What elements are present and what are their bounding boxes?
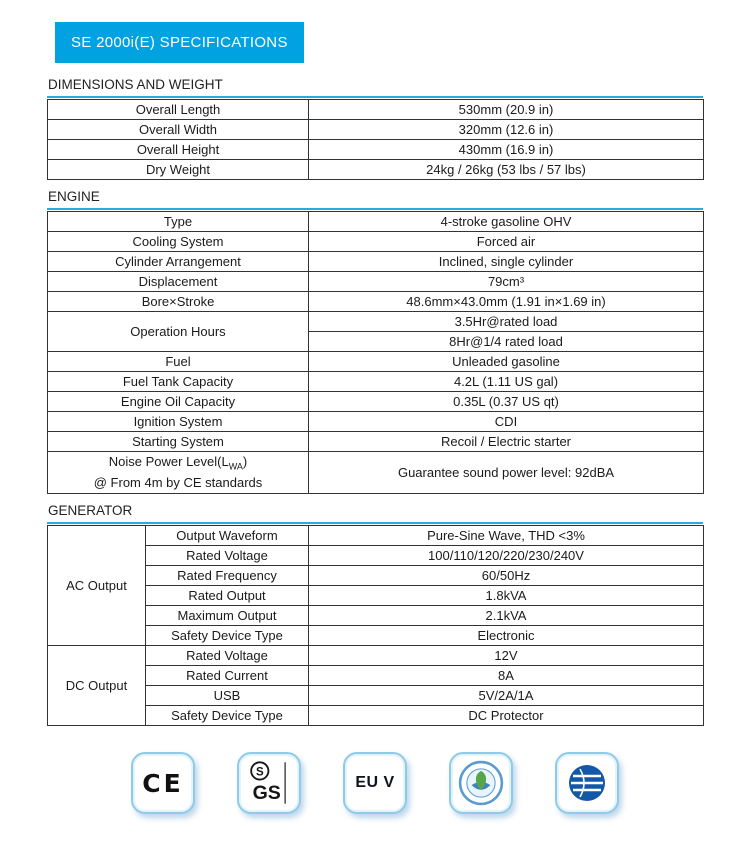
spec-label: Cylinder Arrangement [48,252,309,272]
spec-value: 530mm (20.9 in) [309,100,704,120]
table-row [48,232,704,252]
spec-label: Safety Device Type [146,626,309,646]
spec-label: USB [146,686,309,706]
svg-text:GS: GS [252,782,281,805]
noise-label-line2: @ From 4m by CE standards [93,474,263,490]
spec-value: Recoil / Electric starter [309,432,704,452]
table-row [48,526,704,546]
table-row [48,666,704,686]
spec-label: Fuel Tank Capacity [48,372,309,392]
eu-stage-v-mark-icon: EU V [355,774,395,792]
spec-label: Rated Current [146,666,309,686]
table-row [48,160,704,180]
table-row [48,706,704,726]
spec-value: 48.6mm×43.0mm (1.91 in×1.69 in) [309,292,704,312]
spec-value: 8A [309,666,704,686]
spec-value: Guarantee sound power level: 92dBA [309,452,704,494]
spec-label: Starting System [48,432,309,452]
table-row [48,546,704,566]
table-row [48,312,704,332]
section-heading-generator: GENERATOR [47,503,703,524]
spec-value: Electronic [309,626,704,646]
table-row [48,140,704,160]
spec-value: 4-stroke gasoline OHV [309,212,704,232]
table-row [48,252,704,272]
table-row [48,606,704,626]
page-title: SE 2000i(E) SPECIFICATIONS [71,34,288,51]
spec-value: 12V [309,646,704,666]
spec-label: Fuel [48,352,309,372]
ce-mark-badge [131,752,195,814]
spec-value: Unleaded gasoline [309,352,704,372]
table-row [48,452,704,494]
spec-label: Operation Hours [48,312,309,352]
spec-label: Displacement [48,272,309,292]
table-row [48,120,704,140]
noise-label-text: ) [242,454,248,469]
engine-table [47,211,704,494]
spec-label: Rated Output [146,586,309,606]
spec-value: 1.8kVA [309,586,704,606]
table-row [48,586,704,606]
spec-value: 4.2L (1.11 US gal) [309,372,704,392]
table-row [48,412,704,432]
spec-value: Forced air [309,232,704,252]
spec-value: 430mm (16.9 in) [309,140,704,160]
noise-label-text: Noise Power Level(L [108,454,229,469]
table-row [48,432,704,452]
ce-mark-icon: CE [142,768,184,798]
spec-value: 5V/2A/1A [309,686,704,706]
table-row [48,352,704,372]
table-row [48,646,704,666]
table-row [48,392,704,412]
gs-mark-badge [237,752,301,814]
blue-globe-badge [555,752,619,814]
noise-label-subscript: WA [228,461,243,472]
spec-label: Type [48,212,309,232]
spec-value: CDI [309,412,704,432]
spec-value: 0.35L (0.37 US qt) [309,392,704,412]
spec-label: Cooling System [48,232,309,252]
spec-value: 100/110/120/220/230/240V [309,546,704,566]
spec-label-noise [48,452,309,494]
spec-label: Dry Weight [48,160,309,180]
section-dimensions [47,77,703,180]
spec-label: Overall Width [48,120,309,140]
spec-value: Inclined, single cylinder [309,252,704,272]
table-row [48,212,704,232]
blue-globe-mark-icon [565,761,609,805]
eu-stage-v-badge [343,752,407,814]
gs-mark-icon [246,760,292,806]
spec-value: 320mm (12.6 in) [309,120,704,140]
table-row [48,272,704,292]
svg-text:S: S [255,767,264,780]
table-row [48,292,704,312]
spec-value: 8Hr@1/4 rated load [309,332,704,352]
noise-label-line1 [52,453,304,474]
generator-table [47,525,704,726]
spec-value: 60/50Hz [309,566,704,586]
spec-label: Output Waveform [146,526,309,546]
spec-label: Overall Length [48,100,309,120]
spec-label: Rated Frequency [146,566,309,586]
spec-label: Engine Oil Capacity [48,392,309,412]
spec-value: 79cm³ [309,272,704,292]
spec-value: 3.5Hr@rated load [309,312,704,332]
table-row [48,100,704,120]
spec-label: Ignition System [48,412,309,432]
spec-label: Rated Voltage [146,646,309,666]
table-row [48,372,704,392]
spec-value: Pure-Sine Wave, THD <3% [309,526,704,546]
title-banner [55,22,304,63]
certification-badges [0,752,750,814]
section-heading-dimensions: DIMENSIONS AND WEIGHT [47,77,703,98]
spec-value: 2.1kVA [309,606,704,626]
group-label-dc-output: DC Output [48,646,146,726]
section-generator [47,503,703,726]
table-row [48,686,704,706]
spec-label: Bore×Stroke [48,292,309,312]
table-row [48,626,704,646]
section-engine [47,189,703,494]
dimensions-table [47,99,704,180]
epa-seal-badge [449,752,513,814]
spec-label: Maximum Output [146,606,309,626]
spec-label: Rated Voltage [146,546,309,566]
spec-label: Overall Height [48,140,309,160]
table-row [48,566,704,586]
spec-value: 24kg / 26kg (53 lbs / 57 lbs) [309,160,704,180]
group-label-ac-output: AC Output [48,526,146,646]
spec-label: Safety Device Type [146,706,309,726]
section-heading-engine: ENGINE [47,189,703,210]
spec-value: DC Protector [309,706,704,726]
epa-seal-icon [458,760,504,806]
